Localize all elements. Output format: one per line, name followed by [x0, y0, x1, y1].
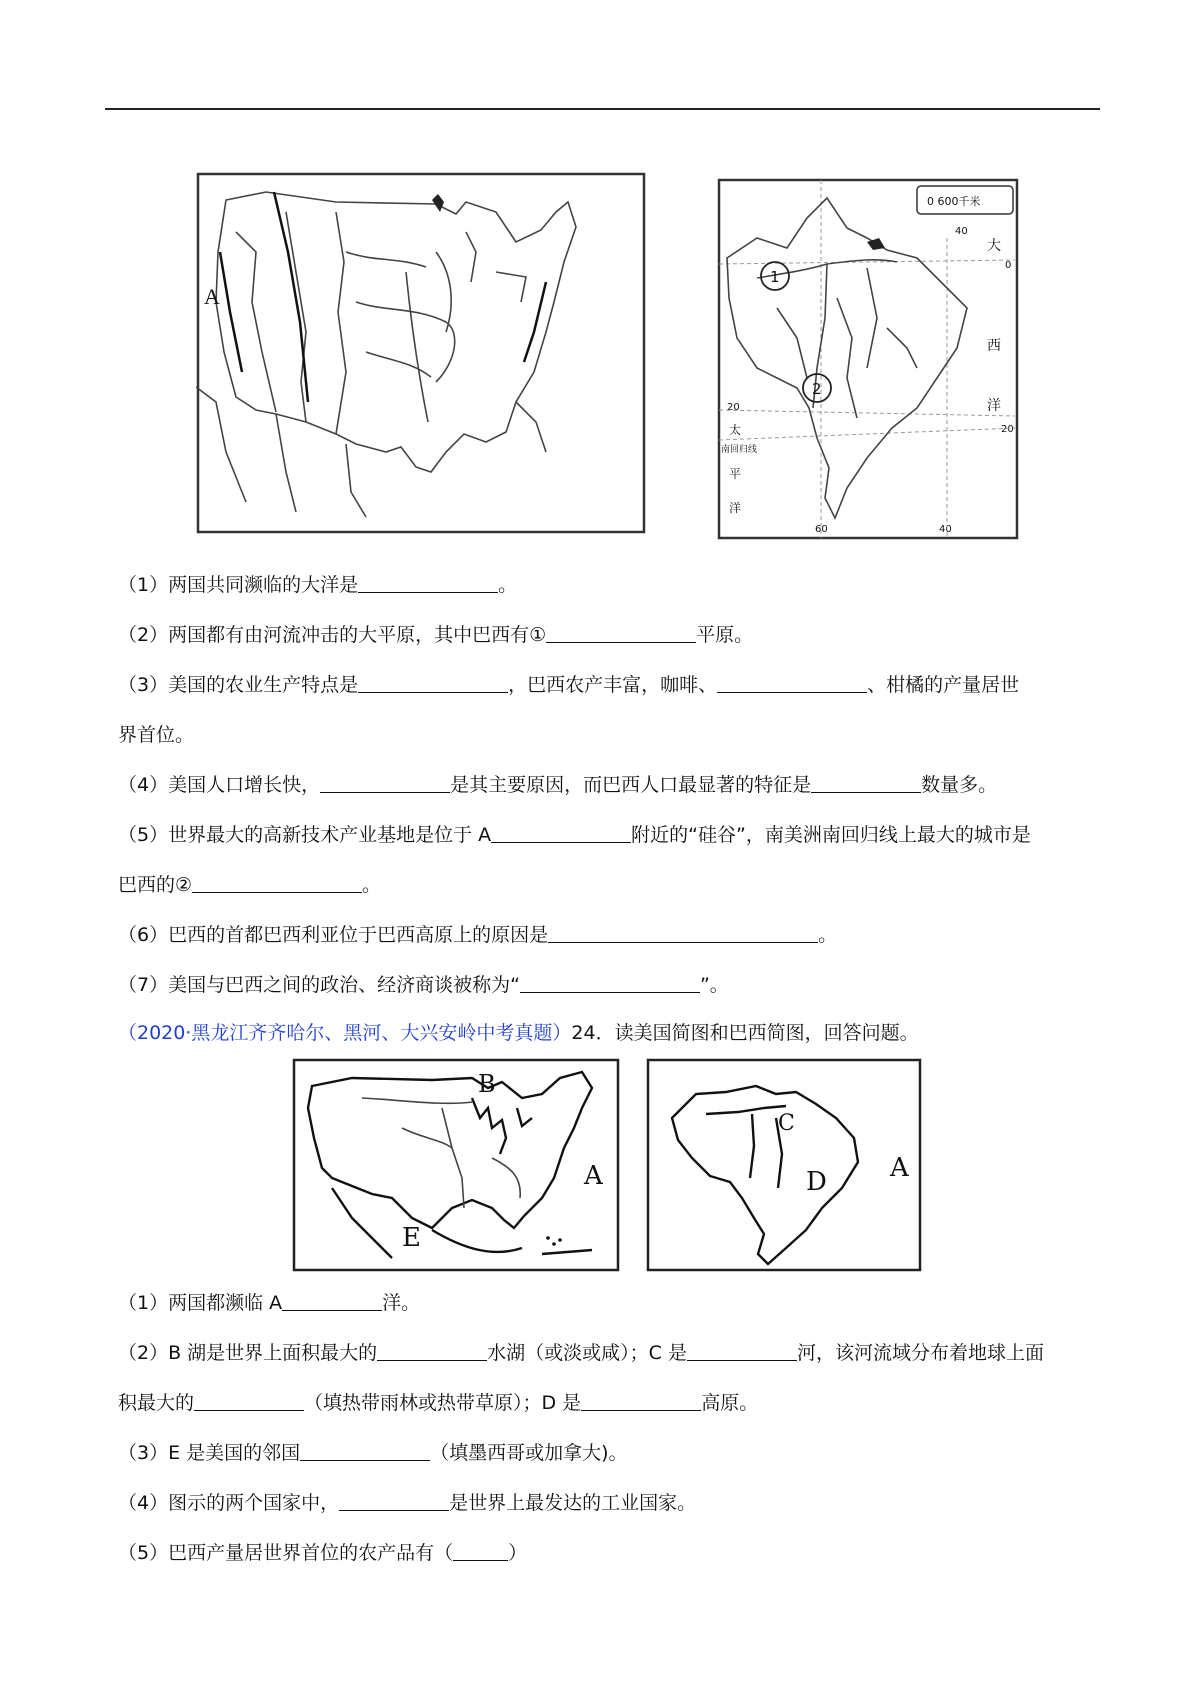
answer-blank[interactable]: [320, 772, 450, 793]
answer-blank[interactable]: [377, 1340, 487, 1361]
tropic-label: 南回归线: [721, 445, 758, 455]
q23-item-3-cont: 界首位。: [118, 724, 195, 746]
answer-blank[interactable]: [811, 772, 921, 793]
q23-item-5: （5）世界最大的高新技术产业基地是位于 A 附近的“硅谷”，南美洲南回归线上最大的城市是: [118, 824, 1031, 846]
q24-item-5: （5）巴西产量居世界首位的农产品有（ ）: [118, 1542, 528, 1564]
ocean-west-2: 平: [729, 467, 742, 481]
q24-source: （2020·黑龙江齐齐哈尔、黑河、大兴安岭中考真题）: [118, 1022, 572, 1044]
lat-0-east: 0: [1005, 260, 1012, 271]
lon-40-bottom: 40: [939, 524, 952, 535]
q23-item-2: （2）两国都有由河流冲击的大平原，其中巴西有① 平原。: [118, 624, 754, 646]
answer-blank[interactable]: [282, 1290, 382, 1311]
answer-blank[interactable]: [491, 822, 631, 843]
q24-item-2-cont: 积最大的 （填热带雨林或热带草原）；D 是 高原。: [118, 1392, 759, 1414]
q23-item-7: （7）美国与巴西之间的政治、经济商谈被称为“ ”。: [118, 974, 729, 996]
header-rule: [105, 108, 1100, 110]
usa-map-2-label-b: B: [478, 1070, 496, 1098]
brazil-map-2-label-a: A: [890, 1153, 909, 1183]
answer-blank[interactable]: [194, 1390, 304, 1411]
q23-item-1: （1）两国共同濒临的大洋是 。: [118, 574, 518, 596]
q24-item-2: （2）B 湖是世界上面积最大的 水湖（或淡或咸）；C 是 河，该河流域分布着地球上面: [118, 1342, 1044, 1364]
q23-item-4: （4）美国人口增长快， 是其主要原因，而巴西人口最显著的特征是 数量多。: [118, 774, 998, 796]
q23-item-5-cont: 巴西的② 。: [118, 874, 382, 896]
q24-item-4: （4）图示的两个国家中， 是世界上最发达的工业国家。: [118, 1492, 697, 1514]
q23-item-3: （3）美国的农业生产特点是 ，巴西农产丰富，咖啡、 、柑橘的产量居世: [118, 674, 1020, 696]
lon-40-top: 40: [955, 226, 968, 237]
brazil-map-2: [646, 1058, 922, 1272]
answer-blank[interactable]: [546, 622, 696, 643]
answer-blank[interactable]: [300, 1440, 430, 1461]
brazil-map-2-label-c: C: [778, 1111, 795, 1136]
lon-60-bottom: 60: [815, 524, 828, 535]
answer-blank[interactable]: [520, 972, 700, 993]
usa-map-2-label-e: E: [402, 1223, 421, 1253]
answer-blank[interactable]: [358, 672, 508, 693]
answer-blank[interactable]: [358, 572, 498, 593]
ocean-east-3: 洋: [987, 398, 1001, 414]
q24-header: [118, 1020, 919, 1046]
answer-blank[interactable]: [339, 1490, 449, 1511]
ocean-west-1: 太: [729, 423, 742, 437]
ocean-east-1: 大: [987, 238, 1001, 254]
lat-20-east: 20: [1001, 424, 1014, 435]
q23-item-6: （6）巴西的首都巴西利亚位于巴西高原上的原因是 。: [118, 924, 838, 946]
usa-map-1: [196, 172, 646, 534]
answer-blank[interactable]: [581, 1390, 701, 1411]
brazil-map-1: [717, 178, 1019, 540]
circle-2-label: 2: [812, 380, 822, 398]
answer-blank[interactable]: [548, 922, 818, 943]
circle-1-label: 1: [770, 268, 780, 286]
brazil-map-2-label-d: D: [806, 1167, 827, 1197]
ocean-east-2: 西: [987, 338, 1001, 354]
usa-map-1-label-a: A: [204, 284, 220, 309]
q24-item-1: （1）两国都濒临 A 洋。: [118, 1292, 421, 1314]
answer-blank[interactable]: [717, 672, 867, 693]
answer-blank[interactable]: [192, 872, 362, 893]
usa-map-2-label-a: A: [584, 1161, 603, 1191]
usa-map-2: [292, 1058, 620, 1272]
scale-bar-label: 0 600千米: [927, 195, 981, 208]
q24-item-3: （3）E 是美国的邻国 （填墨西哥或加拿大)。: [118, 1442, 628, 1464]
q24-title: 24．读美国简图和巴西简图，回答问题。: [571, 1022, 919, 1044]
ocean-west-3: 洋: [729, 501, 742, 515]
answer-blank[interactable]: [687, 1340, 797, 1361]
answer-blank[interactable]: [453, 1540, 508, 1561]
lat-20-west: 20: [727, 402, 740, 413]
